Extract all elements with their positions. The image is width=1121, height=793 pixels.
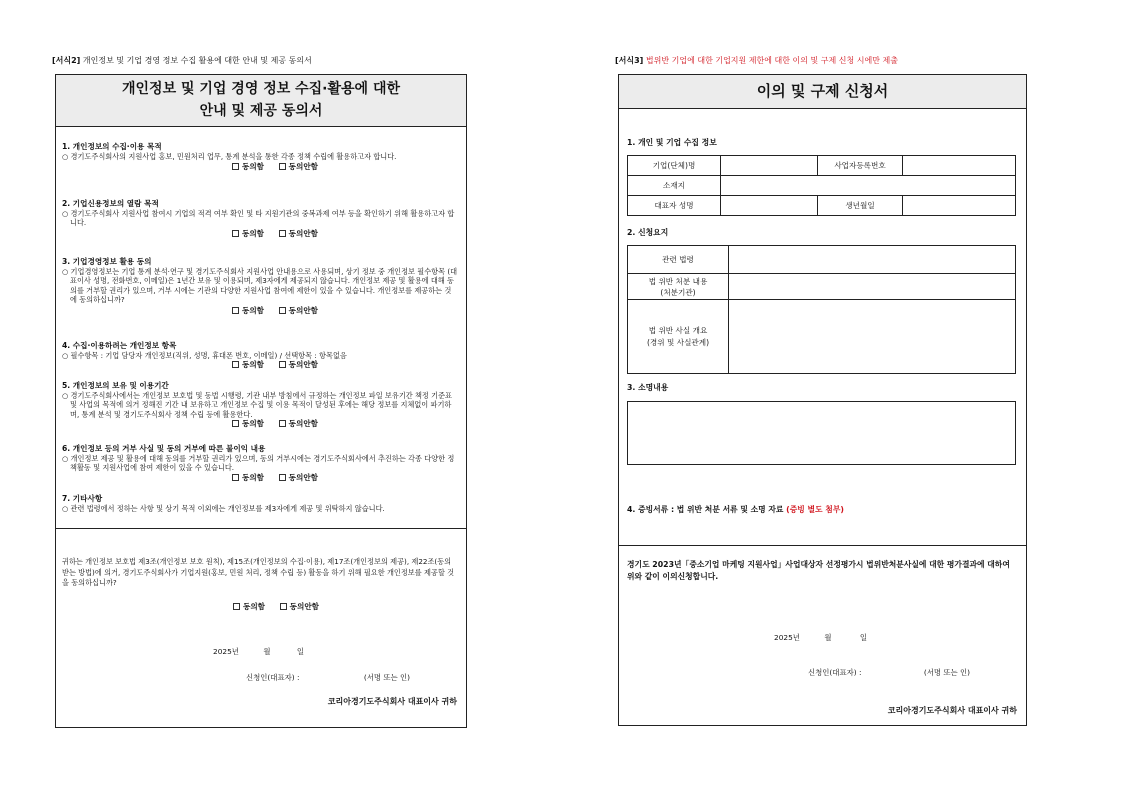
- company-name-label: 기업(단체)명: [628, 156, 721, 176]
- disagree-label: 동의안함: [288, 360, 318, 370]
- disagree-option[interactable]: [279, 360, 318, 369]
- company-name-field[interactable]: [721, 156, 818, 176]
- checkbox-icon[interactable]: [232, 163, 239, 170]
- consent-section-6: [62, 444, 458, 483]
- disagree-option[interactable]: [279, 162, 318, 171]
- related-law-label: 관련 법령: [628, 246, 729, 274]
- ceo-name-field[interactable]: [721, 196, 818, 216]
- consent-choice: [92, 360, 458, 370]
- checkbox-icon[interactable]: [280, 603, 287, 610]
- section-body: ○ 필수항목 : 기업 담당자 개인정보(직위, 성명, 휴대폰 번호, 이메일) / 선택항목 : 항목없음: [62, 350, 347, 360]
- address-field[interactable]: [721, 176, 1016, 196]
- date-day: 일: [296, 647, 304, 656]
- checkbox-icon[interactable]: [232, 474, 239, 481]
- date-line: [213, 646, 304, 657]
- agree-option[interactable]: [232, 162, 264, 171]
- violation-disposition-label: 법 위반 처분 내용 (처분기관): [628, 274, 729, 300]
- section-heading: 1. 개인정보의 수집·이용 목적: [62, 142, 162, 151]
- checkbox-icon[interactable]: [279, 361, 286, 368]
- checkbox-icon[interactable]: [233, 603, 240, 610]
- final-consent-choice: [86, 601, 466, 612]
- addressee: 코리아경기도주식회사 대표이사 귀하: [327, 697, 457, 706]
- divider: [56, 528, 466, 529]
- form2-caption-text: 개인정보 및 기업 경영 정보 수집 활용에 대한 안내 및 제공 동의서: [80, 56, 312, 65]
- section3-heading: 3. 소명내용: [627, 383, 669, 392]
- consent-form-title: [56, 75, 466, 127]
- ceo-name-label: 대표자 성명: [628, 196, 721, 216]
- applicant-label: 신청인(대표자) :: [246, 673, 300, 682]
- objection-form-title: 이의 및 구제 신청서: [619, 75, 1026, 109]
- agree-option[interactable]: [233, 602, 265, 611]
- checkbox-icon[interactable]: [279, 230, 286, 237]
- applicant-line: [808, 667, 970, 678]
- disagree-label: 동의안함: [288, 305, 318, 315]
- closing-text: 귀하는 개인정보 보호법 제3조(개인정보 보호 원칙), 제15조(개인정보의 수집·이용), 제17조(개인정보의 제공), 제22조(동의받는 방법)에 의거, 경기도주식회사가 기업지원(홍보, 민원 처리, 정책 수립 등) 활동을 하기 위해 필요한 개인정보를 제공할 것을 동의하십니까?: [62, 557, 455, 587]
- section-body: ○ 경기도주식회사 지원사업 참여시 기업의 적격 여부 확인 및 타 지원기관의 중복과제 여부 등을 확인하기 위해 활용하고자 합니다.: [62, 208, 455, 228]
- birthdate-label: 생년월일: [818, 196, 903, 216]
- section-body: ○ 개인정보 제공 및 활용에 대해 동의를 거부할 권리가 있으며, 동의 거부시에는 경기도주식회사에서 추진하는 각종 다양한 정책활동 및 지원사업에 참여 제한이 있을 수 있습니다.: [62, 453, 455, 473]
- disagree-option[interactable]: [279, 229, 318, 238]
- checkbox-icon[interactable]: [279, 420, 286, 427]
- agree-option[interactable]: [232, 419, 264, 428]
- section1-heading: 1. 개인 및 기업 수집 정보: [627, 138, 717, 147]
- applicant-label: 신청인(대표자) :: [808, 668, 862, 677]
- consent-choice: [92, 161, 458, 172]
- consent-choice: [92, 473, 458, 483]
- disagree-label: 동의안함: [288, 228, 318, 238]
- section-heading: 7. 기타사항: [62, 494, 103, 503]
- checkbox-icon[interactable]: [232, 307, 239, 314]
- disagree-option[interactable]: [279, 419, 318, 428]
- date-line: [774, 632, 867, 643]
- date-day: 일: [859, 633, 867, 642]
- consent-section-7: [62, 494, 458, 513]
- section-heading: 3. 기업경영정보 활용 동의: [62, 257, 152, 266]
- agree-label: 동의함: [241, 305, 264, 315]
- consent-title-line1: 개인정보 및 기업 경영 정보 수집·활용에 대한: [122, 81, 400, 97]
- consent-title-line2: 안내 및 제공 동의서: [199, 103, 323, 119]
- date-month: 월: [824, 633, 832, 642]
- company-info-table: [627, 155, 1016, 216]
- agree-option[interactable]: [232, 306, 264, 315]
- section4-heading: [627, 504, 844, 515]
- objection-statement: 경기도 2023년「중소기업 마케팅 지원사업」사업대상자 선정평가시 법위반처분사실에 대한 평가결과에 대하여 위와 같이 이의신청합니다.: [627, 560, 1010, 581]
- disagree-option[interactable]: [279, 473, 318, 482]
- date-year: 2025년: [213, 647, 239, 656]
- section-heading: 6. 개인정보 등의 거부 사실 및 동의 거부에 따른 불이익 내용: [62, 444, 266, 453]
- section-heading: 5. 개인정보의 보유 및 이용기간: [62, 381, 169, 390]
- form3-caption-text: 법위반 기업에 대한 기업지원 제한에 대한 이의 및 구제 신청 시에만 제출: [643, 56, 898, 65]
- disagree-label: 동의안함: [289, 602, 319, 611]
- birthdate-field[interactable]: [903, 196, 1016, 216]
- consent-section-2: [62, 199, 458, 239]
- agree-label: 동의함: [241, 228, 264, 238]
- business-reg-label: 사업자등록번호: [818, 156, 903, 176]
- disagree-label: 동의안함: [288, 472, 318, 482]
- section4-text: 4. 증빙서류 : 법 위반 처분 서류 및 소명 자료: [627, 505, 787, 514]
- date-year: 2025년: [774, 633, 800, 642]
- disagree-option[interactable]: [280, 602, 319, 611]
- consent-form: [55, 74, 467, 728]
- agree-option[interactable]: [232, 229, 264, 238]
- consent-choice: [92, 305, 458, 316]
- section4-red-note: (증빙 별도 첨부): [786, 505, 844, 514]
- agree-label: 동의함: [242, 602, 265, 611]
- consent-section-3: [62, 257, 458, 316]
- explanation-field[interactable]: [627, 401, 1016, 465]
- checkbox-icon[interactable]: [232, 361, 239, 368]
- checkbox-icon[interactable]: [232, 420, 239, 427]
- section-body: ○ 경기도주식회사의 지원사업 홍보, 민원처리 업무, 통계 분석을 통한 각종 정책 수립에 활용하고자 합니다.: [62, 151, 397, 161]
- section-body: ○ 기업경영정보는 기업 통계 분석·연구 및 경기도주식회사 지원사업 안내용으로 사용되며, 상기 정보 중 개인정보 필수항목 (대표이사 성명, 전화번호, 이메일)은 1년간 보유 및 이용되며, 제3자에게 제공되지 않습니다. 개인정보 제공 및 활용에 대해 동의를 거부할 권리가 있으며, 거부 시에는 기관의 다양한 지원사업 참여에 제한이 있을 수 있습니다. 개인정보를 제공하는 것에 동의하십니까?: [62, 266, 458, 305]
- agree-label: 동의함: [241, 419, 264, 429]
- consent-choice: [92, 228, 458, 239]
- consent-section-5: [62, 381, 458, 429]
- form2-caption: [52, 55, 312, 66]
- disagree-label: 동의안함: [288, 162, 318, 172]
- violation-disposition-field[interactable]: [729, 274, 1016, 300]
- checkbox-icon[interactable]: [279, 474, 286, 481]
- section-body: ○ 경기도주식회사에서는 개인정보 보호법 및 동법 시행령, 기관 내부 방침에서 규정하는 개인정보 파일 보유기간 책정 기준표 및 사업의 목적에 의거 정해진 기간 내 보유하고 개인정보 수집 및 이용 목적이 달성된 후에는 해당 정보를 지체없이 파기하며, 통계 분석 및 경기도주식회사 정책 수립 등에 활용한다.: [62, 390, 452, 419]
- sign-label: (서명 또는 인): [923, 668, 970, 677]
- violation-summary-label: 법 위반 사실 개요 (경위 및 사실관계): [628, 300, 729, 374]
- agree-label: 동의함: [241, 360, 264, 370]
- disagree-label: 동의안함: [288, 419, 318, 429]
- consent-closing: [62, 557, 458, 589]
- addressee: 코리아경기도주식회사 대표이사 귀하: [887, 706, 1017, 715]
- form2-caption-tag: [서식2]: [52, 56, 81, 65]
- objection-form: [618, 74, 1027, 726]
- form3-caption: [615, 55, 898, 66]
- agree-option[interactable]: [232, 360, 264, 369]
- section2-heading: 2. 신청요지: [627, 228, 669, 237]
- checkbox-icon[interactable]: [279, 163, 286, 170]
- consent-section-1: [62, 142, 458, 172]
- agree-option[interactable]: [232, 473, 264, 482]
- agree-label: 동의함: [241, 162, 264, 172]
- form3-caption-tag: [서식3]: [615, 56, 644, 65]
- checkbox-icon[interactable]: [232, 230, 239, 237]
- checkbox-icon[interactable]: [279, 307, 286, 314]
- agree-label: 동의함: [241, 472, 264, 482]
- related-law-field[interactable]: [729, 246, 1016, 274]
- section-heading: 4. 수집·이용하려는 개인정보 항목: [62, 341, 177, 350]
- business-reg-field[interactable]: [903, 156, 1016, 176]
- section-heading: 2. 기업신용정보의 열람 목적: [62, 199, 159, 208]
- date-month: 월: [263, 647, 271, 656]
- address-label: 소재지: [628, 176, 721, 196]
- applicant-line: [246, 672, 410, 683]
- application-summary-table: [627, 245, 1016, 374]
- sign-label: (서명 또는 인): [363, 673, 410, 682]
- violation-summary-field[interactable]: [729, 300, 1016, 374]
- disagree-option[interactable]: [279, 306, 318, 315]
- consent-section-4: [62, 341, 458, 370]
- section-body: ○ 관련 법령에서 정하는 사항 및 상기 목적 이외에는 개인정보를 제3자에게 제공 및 위탁하지 않습니다.: [62, 503, 385, 513]
- divider: [619, 545, 1026, 546]
- consent-choice: [92, 419, 458, 429]
